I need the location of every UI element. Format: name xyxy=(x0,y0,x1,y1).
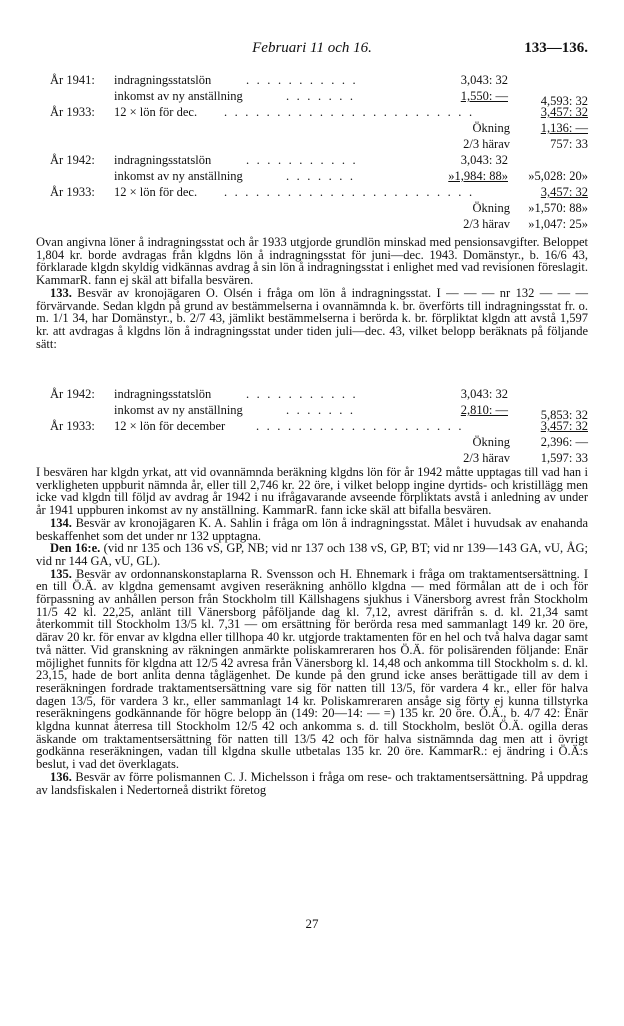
calc-row xyxy=(36,120,588,136)
case-number: 135. xyxy=(50,566,72,581)
calc-dots: . . . . . . . . . . . . . . . . . . . . . . . . xyxy=(224,105,475,119)
header-title: Februari 11 och 16. xyxy=(252,40,372,56)
calc-row xyxy=(36,104,588,120)
session-text: (vid nr 135 och 136 vS, GP, NB; vid nr 137 och 138 vS, GP, BT; vid nr 139—143 GA, vU, ÅG; vid nr 144 GA, vU, GL). xyxy=(36,541,588,568)
calc-text: indragningsstatslön xyxy=(114,387,212,401)
calc-total: 3,457: 32 xyxy=(540,419,588,433)
calc-total: 1,597: 33 xyxy=(540,451,588,465)
case-135 xyxy=(36,568,588,771)
calc-row xyxy=(36,418,588,434)
calc-note: 2/3 härav xyxy=(463,451,510,465)
calc-row xyxy=(36,386,588,402)
calc-row xyxy=(36,152,588,168)
calc-text: 12 × lön för december xyxy=(114,419,226,433)
calc-label: År 1941: xyxy=(50,73,95,87)
calc-total: »5,028: 20» xyxy=(528,169,588,183)
calc-value: 2,810: — xyxy=(460,403,508,417)
calc-text: inkomst av ny anställning xyxy=(114,403,243,417)
case-text: Besvär av ordonnanskonstaplarna R. Svensson och H. Ehnemark i fråga om traktamentsersättning. I en till Ö.Ä. av klgdna gemensamt avgiven reseräkning anhöllo klgdna — med förmålan att de i och för förpassning av anhållen person från Stockholm till Källshagens sjukhus i Vänersborg avrest från Stockholm 11/5 42 kl. 22,25, anlänt till Vänersborg påföljande dag kl. 7,12, avrest därifrån s. d. kl. 21,34 samt återkommit till Stockholm 13/5 kl. 7,31 — om ersättning för berörda resa med sammanlagt 149 kr. 20 öre, därav 20 kr. för envar av klgdna eller tillhopa 40 kr. utgjorde traktamenten för en hel och två halva dagar samt två nätter. Vid granskning av räkningen anmärkte poliskamreraren hos Ö.Ä. för polisärenden följande: Enär möjlighet funnits för klgdna att 12/5 42 avresa från Vänersborg kl. 14,48 och ankomma till Stockholm s. d. kl. 23,15, hade de bort anlita denna tåglägenhet. De kunde på den grund icke anses berättigade till av dem i reseräkningen fordrade traktamentsersättning vare sig för natten till 13/5, för vardera 4 kr., eller för halva dagen 13/5, för vardera 3 kr., eller sammanlagt 14 kr. Poliskamreraren ansåge sig förty ej kunna tillstyrka reseräkningens godkännande för högre belopp än (149: 20—14: — =) 135 kr. 20 öre. Ö.Ä., b. 4/7 42: Enär klgdna kunnat återresa till Stockholm 12/5 42 och ankomma s. d. till Stockholm, beslöt Ö.Ä. ogilla deras äskande om traktamentsersättning för natten till 13/5 42 och för halva sistnämnda dag men att i övrigt godkänna reseräkningen, vadan till klgdna skulle utbetalas 135 kr. 20 öre. KammarR.: ej ändring i Ö.Ä:s beslut, i vad det överklagats. xyxy=(36,566,588,772)
calc-row xyxy=(36,450,588,466)
calc-dots: . . . . . . . . . . . . . . . . . . . . . . . . xyxy=(224,185,475,199)
calc-value: 3,043: 32 xyxy=(460,387,508,401)
calc-row xyxy=(36,200,588,216)
calc-row xyxy=(36,88,588,108)
calc-row xyxy=(36,434,588,450)
calc-total: 5,853: 32 xyxy=(540,408,588,422)
calc-dots: . . . . . . . . . . . xyxy=(246,387,358,401)
calc-label: År 1933: xyxy=(50,185,95,199)
case-text: Besvär av förre polismannen C. J. Michelsson i fråga om rese- och traktamentsersättning. På uppdrag av landsfiskalen i Nedertorneå distrikt företog xyxy=(36,769,588,797)
calc-value: 3,043: 32 xyxy=(460,73,508,87)
case-133 xyxy=(36,287,588,351)
case-number: 133. xyxy=(50,285,72,300)
case-text: Besvär av kronojägaren K. A. Sahlin i fråga om lön å indragningsstat. Målet i huvudsak av enahanda beskaffenhet som det under nr 132 upptagna. xyxy=(36,515,589,543)
calc-dots: . . . . . . . . . . . xyxy=(246,153,358,167)
calc-dots: . . . . . . . . . . . . . . . . . . . . xyxy=(256,419,464,433)
header-range: 133—136. xyxy=(524,40,588,56)
calc-dots: . . . . . . . xyxy=(286,89,356,103)
calc-value: 1,550: — xyxy=(460,89,508,103)
calc-dots: . . . . . . . xyxy=(286,403,356,417)
calc-note: Ökning xyxy=(472,435,510,449)
calc-row xyxy=(36,184,588,200)
calc-row xyxy=(36,402,588,422)
text-block-2 xyxy=(36,466,588,796)
calc-text: indragningsstatslön xyxy=(114,73,212,87)
case-number: 134. xyxy=(50,515,72,530)
calc-text: 12 × lön för dec. xyxy=(114,105,198,119)
calc-text: indragningsstatslön xyxy=(114,153,212,167)
case-134 xyxy=(36,517,588,542)
calc-label: År 1942: xyxy=(50,387,95,401)
calc-label: År 1933: xyxy=(50,105,95,119)
calc-total: »1,570: 88» xyxy=(528,201,588,215)
calc-total: 757: 33 xyxy=(550,137,588,151)
case-text: Besvär av kronojägaren O. Olsén i fråga om lön å indragningsstat. I — — — nr 132 — — — förvärvande. Sedan klgdn på grund av bestämmelserna i ovannämnda k. br. överförts till indragningsstat fr. o. m. 1/1 34, har Domänstyr., b. 2/7 43, jämlikt bestämmelserna i berörda k. br. förpliktat klgdn att avstå 1,597 kr. att avdragas å klgdns lön å indragningsstat under tiden juli—dec. 43, vilket belopp beräknats på följande sätt: xyxy=(36,285,589,351)
calc-total: »1,047: 25» xyxy=(528,217,588,231)
paragraph: Ovan angivna löner å indragningsstat och år 1933 utgjorde grundlön minskad med pensionsavgifter. Beloppet 1,804 kr. borde avdragas från klgdns lön å indragningsstat för juni—dec. 1943. Domänstyr., b. 16/6 43, förklarade klgdn skyldig vidkännas avdrag å sin lön å indragningsstat i enlighet med vad revisionen föreslagit. KammarR. fann ej skäl att bifalla besvären. xyxy=(36,235,588,288)
text-block-1 xyxy=(36,236,588,350)
calc-text: inkomst av ny anställning xyxy=(114,169,243,183)
session-note xyxy=(36,542,588,567)
calc-total: 3,457: 32 xyxy=(540,105,588,119)
calc-note: Ökning xyxy=(472,121,510,135)
calc-row xyxy=(36,72,588,88)
calc-total: 3,457: 32 xyxy=(540,185,588,199)
page-header xyxy=(36,40,588,60)
calc-label: År 1933: xyxy=(50,419,95,433)
calc-total: 2,396: — xyxy=(540,435,588,449)
calc-note: Ökning xyxy=(472,201,510,215)
calc-value: »1,984: 88» xyxy=(448,169,508,183)
calc-label: År 1942: xyxy=(50,153,95,167)
paragraph: I besvären har klgdn yrkat, att vid ovannämnda beräkning klgdns lön för år 1942 måtte upptagas till vad han i verkligheten uppburit nämnda år, eller till 2,746 kr. 22 öre, i vilket belopp ingine dyrtids- och kristillägg men icke vad klgdn till följd av avdrag år 1942 i nu ifrågavarande avseende förpliktats avstå i anledning av under år 1941 uppburen inkomst av ny anställning. KammarR. fann icke skäl att bifalla besvären. xyxy=(36,465,588,518)
calc-dots: . . . . . . . . . . . xyxy=(246,73,358,87)
calculation-table-1 xyxy=(36,72,588,232)
session-date: Den 16:e. xyxy=(50,541,101,556)
calc-value: 3,043: 32 xyxy=(460,153,508,167)
calc-text: 12 × lön för dec. xyxy=(114,185,198,199)
calculation-table-2 xyxy=(36,386,588,466)
calc-row xyxy=(36,136,588,152)
case-136 xyxy=(36,771,588,796)
calc-text: inkomst av ny anställning xyxy=(114,89,243,103)
calc-row xyxy=(36,168,588,184)
calc-total: 1,136: — xyxy=(540,121,588,135)
calc-note: 2/3 härav xyxy=(463,217,510,231)
calc-dots: . . . . . . . xyxy=(286,169,356,183)
page-number: 27 xyxy=(305,916,319,931)
case-number: 136. xyxy=(50,769,72,784)
calc-row xyxy=(36,216,588,232)
calc-total: 4,593: 32 xyxy=(540,94,588,108)
calc-note: 2/3 härav xyxy=(463,137,510,151)
